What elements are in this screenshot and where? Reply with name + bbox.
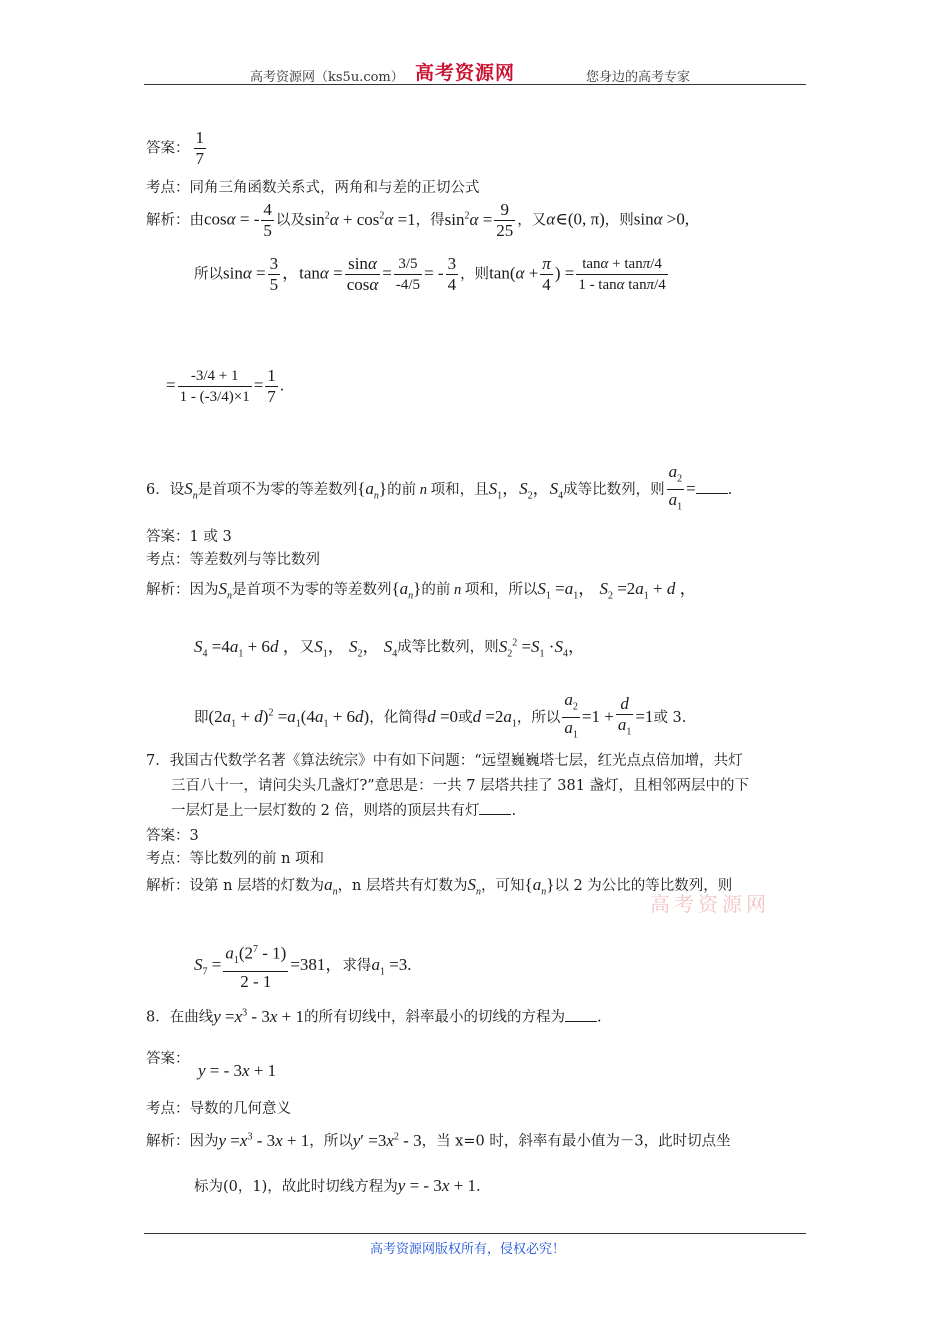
header-slogan: 您身边的高考专家 xyxy=(586,70,691,85)
q6-solution-line1: 解析：因为$S_n$是首项不为零的等差数列$\{a_n\}$的前 n 项和，所以$S_1 =a_1$， $S_2 =2a_1 + d$ ， xyxy=(146,579,697,602)
q8-stem: 8．在曲线$y =x^3 - 3x + 1$的所有切线中，斜率最小的切线的方程为 . xyxy=(146,1006,602,1026)
q7-solution-line2: $S_7$ = $\frac{a_1(2^7 - 1)}{2 - 1}$ =381，求得$a_1 =3$. xyxy=(194,940,412,992)
q5-solution-line1: 解析：由cosα = - $\frac{4}{5}$ 以及$\sin^2\alpha + \cos^2\alpha =1$，得$\sin^2\alpha$ = $\frac{9}{25}$ ，又α∈(0, π)，则sinα >0, xyxy=(146,200,690,240)
header-rule xyxy=(144,84,806,85)
q7-topic: 考点：等比数列的前 n 项和 xyxy=(146,851,325,867)
q6-answer-blank xyxy=(696,479,728,494)
q8-answer-label: 答案： xyxy=(146,1051,190,1067)
q7-stem-line2: 三百八十一，请问尖头几盏灯?”意思是：一共 7 层塔共挂了 381 盏灯，且相邻两层中的下 xyxy=(171,778,750,794)
q8-answer-value: y = - 3x + 1 xyxy=(198,1061,277,1080)
q7-solution-line1: 解析：设第 n 层塔的灯数为$a_n$，n 层塔共有灯数为$S_n$，可知$\{a_n\}$以 2 为公比的等比数列，则 xyxy=(146,875,733,898)
q6-solution-line2: $S_4 =4a_1 + 6d$ ，又$S_1$， $S_2$， $S_4$成等比数列，则$S_2^2 =S_1 \cdot S_4$， xyxy=(194,636,585,660)
q8-solution-line2: 标为(0，1)，故此时切线方程为y = - 3x + 1. xyxy=(194,1176,481,1195)
q8-answer-blank xyxy=(565,1007,597,1022)
q7-answer: 答案：3 xyxy=(146,828,199,844)
footer-rule xyxy=(144,1233,806,1234)
footer-copyright: 高考资源网版权所有，侵权必究！ xyxy=(370,1242,566,1257)
q5-topic: 考点：同角三角函数关系式，两角和与差的正切公式 xyxy=(146,180,480,196)
q7-stem-line1: 7．我国古代数学名著《算法统宗》中有如下问题：“远望巍巍塔七层，红光点点倍加增，共灯 xyxy=(146,753,743,769)
q7-stem-line3: 一层灯是上一层灯数的 2 倍，则塔的顶层共有灯 . xyxy=(171,800,516,822)
q6-answer: 答案：1 或 3 xyxy=(146,529,232,545)
q5-answer: 答案： $\frac{1}{7}$ xyxy=(146,128,204,168)
q8-solution-line1: 解析：因为$y =x^3 - 3x + 1$，所以$y' =3x^2 - 3$，当 x=0 时，斜率有最小值为－3，此时切点坐 xyxy=(146,1130,731,1150)
q7-answer-blank xyxy=(479,800,511,815)
q5-solution-line3: = $\frac{-3/4 + 1}{1 - (-3/4)\times 1}$ = $\frac{1}{7}$ . xyxy=(166,366,285,406)
header-site-name: 高考资源网（ks5u.com） xyxy=(250,70,404,85)
q6-solution-line3: 即$(2a_1 + d)^2 =a_1(4a_1 + 6d)$，化简得d =0或$d =2a_1$，所以 $\frac{a_2}{a_1}$ =1 + $\frac{d}{a_1}$ =1或 3. xyxy=(194,690,687,741)
header-logo: 高考资源网 xyxy=(415,62,516,84)
watermark: 高考资源网 xyxy=(650,892,770,916)
q8-topic: 考点：导数的几何意义 xyxy=(146,1101,291,1117)
q6-stem: 6．设$S_n$是首项不为零的等差数列$\{a_n\}$的前 n 项和，且$S_1$，$S_2$，$S_4$成等比数列，则 $\frac{a_2}{a_1}$ = . xyxy=(146,462,733,513)
q6-topic: 考点：等差数列与等比数列 xyxy=(146,552,320,568)
q5-solution-line2: 所以sinα = $\frac{3}{5}$ ，tanα = $\frac{\sin\alpha}{\cos\alpha}$ = $\frac{3/5}{-4/5}$ = - $\frac{3}{4}$ ，则tan(α + $\frac{\pi}{4}$ ) = $\frac{\tan\alpha + \tan\pi/4}{\text{1 - tanα tanπ/4}}$ xyxy=(194,254,666,294)
